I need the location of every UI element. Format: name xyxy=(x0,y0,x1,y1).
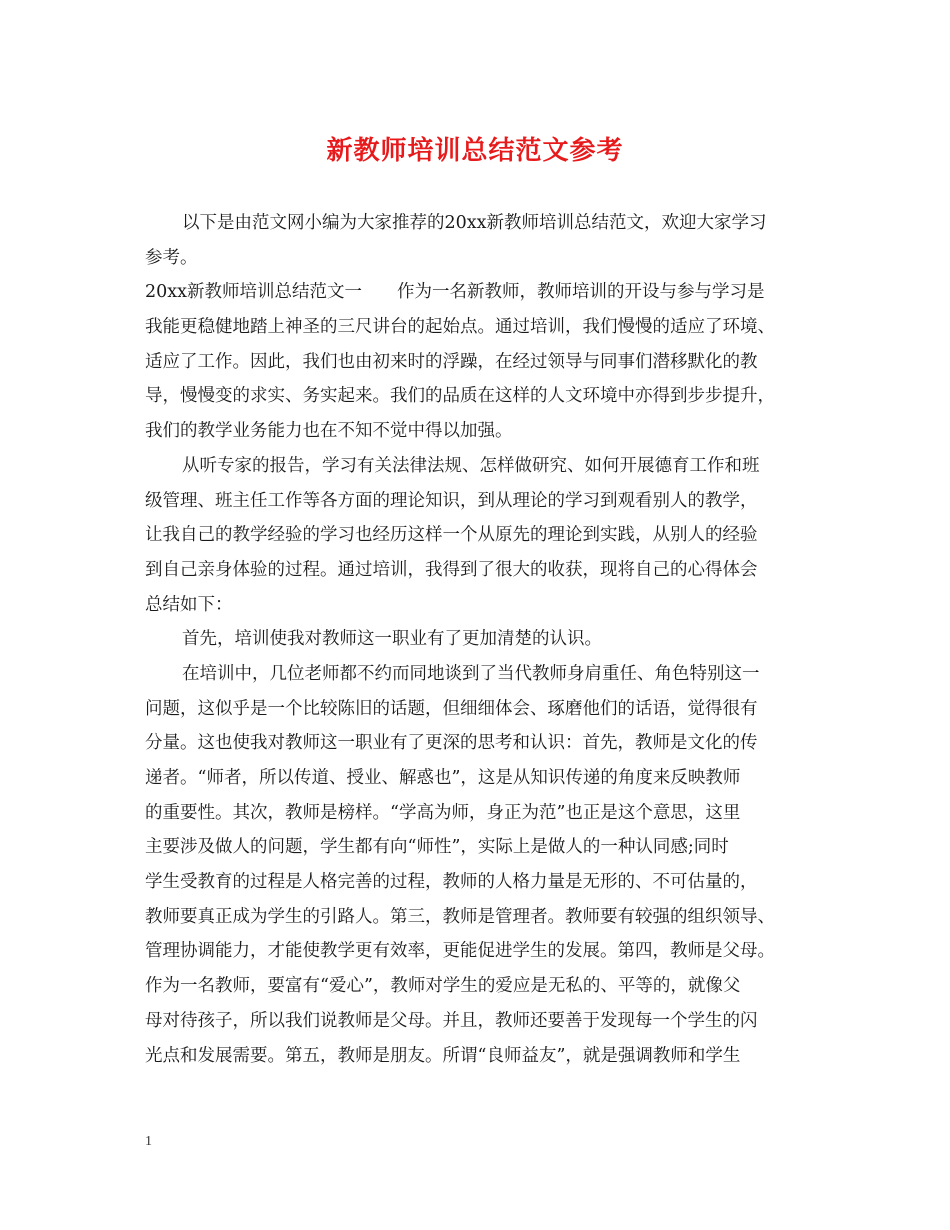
text-line: 作为一名教师，要富有“爱心”，教师对学生的爱应是无私的、平等的，就像父 xyxy=(145,976,741,997)
text-line: 问题，这似乎是一个比较陈旧的话题，但细细体会、琢磨他们的话语，觉得很有 xyxy=(145,698,758,719)
text-line: 教师要真正成为学生的引路人。第三，教师是管理者。教师要有较强的组织领导、 xyxy=(145,906,775,927)
text-line: 总结如下： xyxy=(145,594,233,615)
text-line: 让我自己的教学经验的学习也经历这样一个从原先的理论到实践，从别人的经验 xyxy=(145,525,758,546)
text-line: 分量。这也使我对教师这一职业有了更深的思考和认识：首先，教师是文化的传 xyxy=(145,733,758,754)
document-body xyxy=(145,206,815,1073)
text-line: 从听专家的报告，学习有关法律法规、怎样做研究、如何开展德育工作和班 xyxy=(182,455,760,476)
text-line: 级管理、班主任工作等各方面的理论知识，到从理论的学习到观看别人的教学， xyxy=(145,490,758,511)
text-line: 母对待孩子，所以我们说教师是父母。并且，教师还要善于发现每一个学生的闪 xyxy=(145,1010,758,1031)
text-line: 适应了工作。因此，我们也由初来时的浮躁，在经过领导与同事们潜移默化的教 xyxy=(145,351,758,372)
text-line: 光点和发展需要。第五，教师是朋友。所谓“良师益友”，就是强调教师和学生 xyxy=(145,1045,741,1066)
text-line: 的重要性。其次，教师是榜样。“学高为师，身正为范”也正是这个意思，这里 xyxy=(145,802,741,823)
page-number: 1 xyxy=(145,1134,152,1149)
text-line: 我们的教学业务能力也在不知不觉中得以加强。 xyxy=(145,421,513,442)
text-line: 递者。“师者，所以传道、授业、解惑也”，这是从知识传递的角度来反映教师 xyxy=(145,768,741,788)
text-line: 管理协调能力，才能使教学更有效率，更能促进学生的发展。第四，教师是父母。 xyxy=(145,941,775,962)
text-line: 以下是由范文网小编为大家推荐的20xx新教师培训总结范文，欢迎大家学习 xyxy=(182,213,767,233)
text-line: 学生受教育的过程是人格完善的过程，教师的人格力量是无形的、不可估量的， xyxy=(145,872,758,893)
text-line: 我能更稳健地踏上神圣的三尺讲台的起始点。通过培训，我们慢慢的适应了环境、 xyxy=(145,317,775,338)
text-line: 参考。 xyxy=(145,247,198,268)
text-line: 导，慢慢变的求实、务实起来。我们的品质在这样的人文环境中亦得到步步提升， xyxy=(145,386,775,407)
text-line: 20xx新教师培训总结范文一 作为一名新教师，教师培训的开设与参与学习是 xyxy=(145,282,765,303)
text-line: 主要涉及做人的问题，学生都有向“师性”，实际上是做人的一种认同感;同时 xyxy=(145,837,729,858)
text-line: 首先，培训使我对教师这一职业有了更加清楚的认识。 xyxy=(182,629,602,650)
text-line: 到自己亲身体验的过程。通过培训，我得到了很大的收获，现将自己的心得体会 xyxy=(145,559,758,580)
text-line: 在培训中，几位老师都不约而同地谈到了当代教师身肩重任、角色特别这一 xyxy=(182,663,760,684)
document-title: 新教师培训总结范文参考 xyxy=(326,136,624,166)
